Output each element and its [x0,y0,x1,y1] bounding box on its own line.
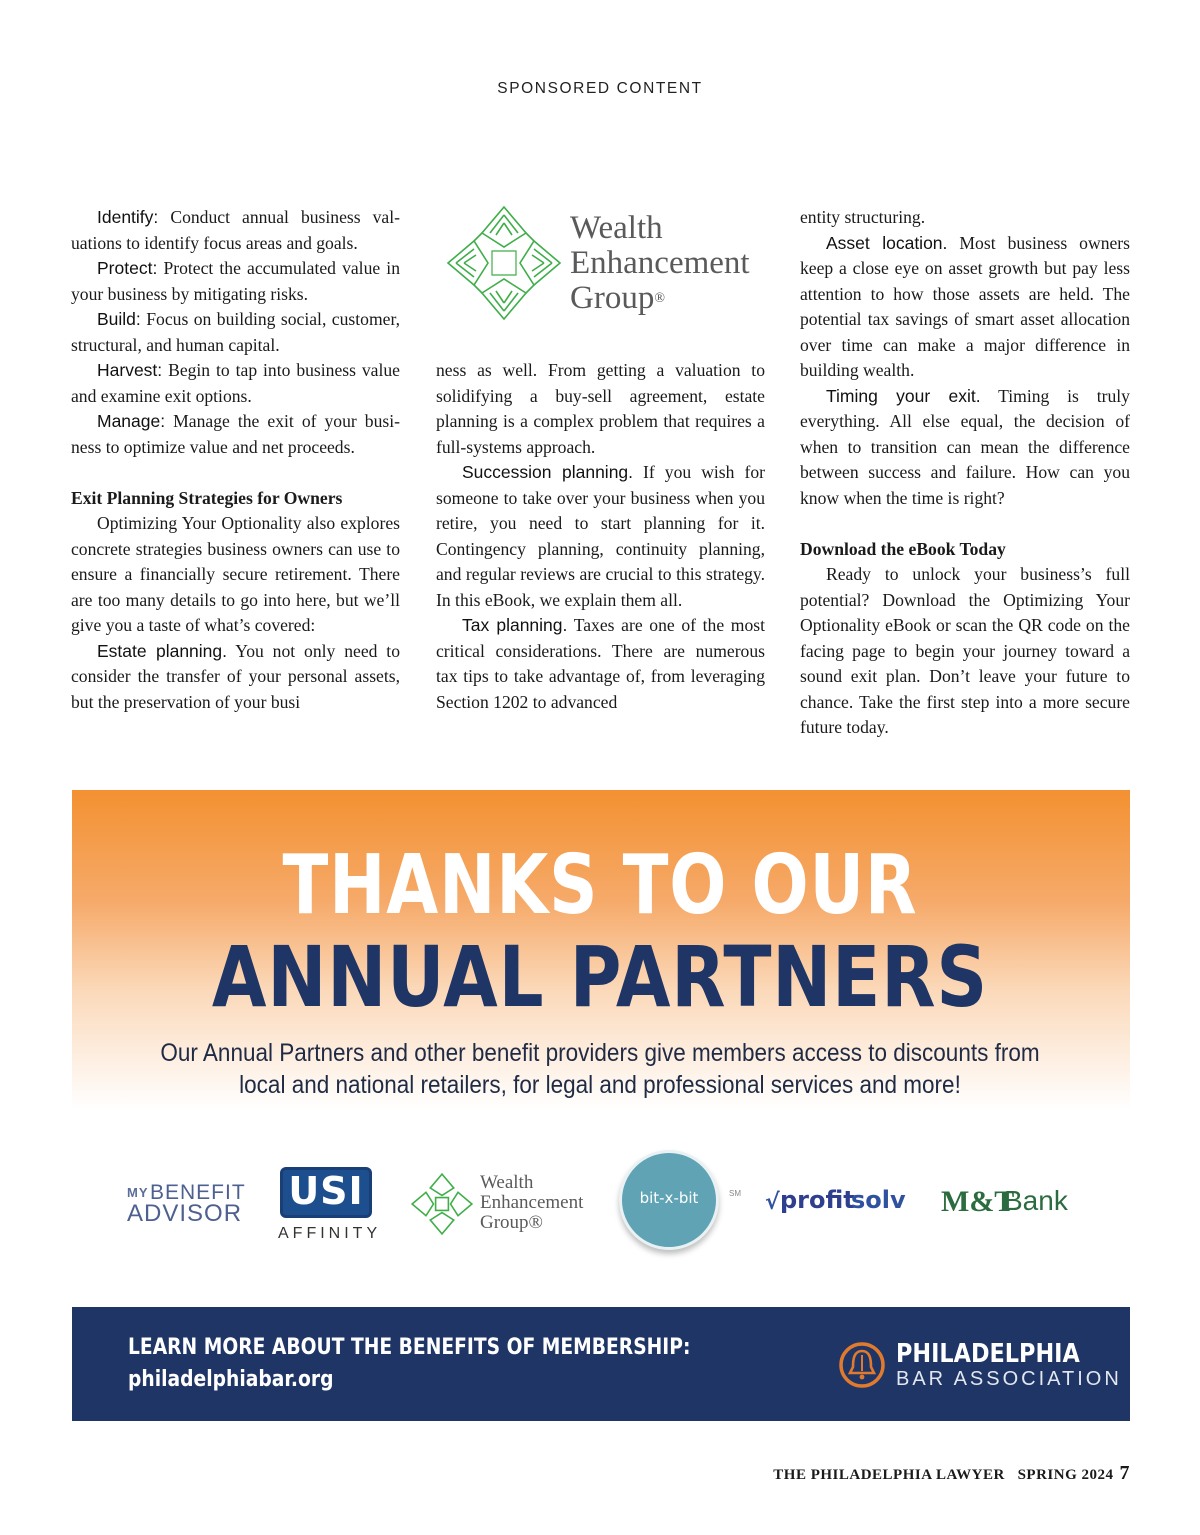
bit-x-bit-text: bit-x-bit [639,1189,699,1207]
mt-bank-mt: M&T [941,1185,1015,1218]
subhead-download: Download the eBook Today [800,538,1006,559]
article-column-2 [436,358,765,715]
paragraph-tax-continued: entity structuring. [800,207,926,227]
article-column-1 [71,205,400,715]
text-asset-location: Most business owners keep a close eye on asset growth but pay less attention to how those assets are held. The potential tax savings of smart asset allocation over time can make a major difference in building wealth. [800,232,1131,380]
paragraph-succession [436,460,765,613]
weg-partner-line-1: Wealth [480,1172,534,1193]
text-timing: Timing is truly everything. All else equal, the decision of when to transition can mean the difference between success and failure. How can you know when the time is right? [800,385,1130,508]
weg-name-line-1: Wealth [570,210,663,246]
paragraph-estate-continued: ness as well. From getting a valuation to solidifying a buy-sell agreement, estate planning is a complex problem that requires a full-systems approach. [436,360,765,457]
paragraph-build [71,307,400,358]
page-number: 7 [1119,1462,1130,1484]
weg-name-line-3: Group® [570,280,665,316]
usi-text: USI [288,1169,364,1213]
mba-advisor: ADVISOR [127,1200,243,1227]
paragraph-protect [71,256,400,307]
weg-partner-line-2: Enhancement [480,1192,584,1213]
term-manage: Manage: [97,411,166,431]
term-identify: Identify: [97,207,159,227]
check-icon: √ [765,1190,780,1215]
usi-affinity-text: AFFINITY [278,1225,382,1242]
subhead-exit-planning: Exit Planning Strategies for Owners [71,487,343,508]
term-harvest: Harvest: [97,360,163,380]
liberty-bell-icon [838,1341,886,1389]
text-manage: Manage the exit of your business to optimize value and net proceeds. [71,411,400,457]
paragraph-timing [800,384,1130,512]
text-protect: Protect the accumulated value in your business by mitigating risks. [71,258,400,304]
term-build: Build: [97,309,141,329]
paragraph-identify [71,205,400,256]
pba-subtitle: BAR ASSOCIATION [896,1368,1122,1390]
weg-name-line-2: Enhancement [570,245,750,281]
paragraph-harvest [71,358,400,409]
partners-description: Our Annual Partners and other benefit providers give members access to discounts from local and national retailers, for legal and professional services and more! [160,1039,1040,1099]
pba-name: PHILADELPHIA [896,1339,1080,1369]
text-harvest: Begin to tap into business value and examine exit options. [71,360,400,406]
text-estate: You not only need to consider the transfer of your personal assets, but the preservation of your busi [71,640,400,712]
article-column-3 [800,205,1130,741]
publication-name: THE PHILADELPHIA LAWYER SPRING 2024 [773,1467,1114,1483]
term-timing: Timing your exit. [826,385,981,406]
membership-link[interactable]: philadelphiabar.org [128,1367,334,1392]
text-build: Focus on building social, customer, structural, and human capital. [71,309,400,355]
paragraph-asset-location [800,231,1130,384]
term-protect: Protect: [97,258,158,278]
weg-partner-line-3: Group® [480,1212,543,1233]
paragraph-intro: Optimizing Your Optionality also explores concrete strategies business owners can use to ensure a financially secure retirement. There are too many details to go into here, but we’ll give you a taste of what’s covered: [71,513,400,635]
term-estate: Estate planning. [97,640,227,661]
profitsolv-profit: profit [780,1186,855,1214]
paragraph-manage [71,409,400,460]
term-tax: Tax planning. [462,615,568,635]
page-footer [773,1462,1130,1485]
sponsored-content-label: SPONSORED CONTENT [497,80,703,97]
term-asset-location: Asset location. [826,232,948,253]
mba-my: MY [127,1185,149,1200]
paragraph-tax [436,613,765,715]
text-tax: Taxes are one of the most critical considerations. There are numerous tax tips to take advantage of, from leveraging Section 1202 to advanced [436,615,765,712]
mba-benefit: BENEFIT [150,1181,246,1204]
profitsolv-solv: solv [851,1186,906,1214]
term-succession: Succession planning. [462,462,634,482]
bit-x-bit-sm: SM [729,1189,741,1198]
weg-partner-star-icon [410,1172,474,1236]
partners-title-line-2: ANNUAL PARTNERS [211,928,989,1026]
weg-star-icon [444,203,564,323]
paragraph-cta: Ready to unlock your business’s full potential? Download the Optimizing Your Optionality eBook or scan the QR code on the facing page to begin your journey toward a sound exit plan. Don’t leave your future to chance. Take the first step into a more secure future today. [800,564,1130,737]
paragraph-estate [71,639,400,716]
partners-title-line-1: THANKS TO OUR [282,838,918,933]
membership-heading: LEARN MORE ABOUT THE BENEFITS OF MEMBERSHIP: [128,1335,691,1360]
text-succession: If you wish for someone to take over your business when you retire, you need to start planning for it. Contingency planning, continuity planning, and regular reviews are crucial to this strategy. In this eBook, we explain them all. [436,462,765,610]
wealth-enhancement-group-logo [444,203,764,323]
mt-bank-bank: Bank [1004,1185,1068,1216]
text-identify: Conduct annual business valuations to identify focus areas and goals. [71,207,400,253]
